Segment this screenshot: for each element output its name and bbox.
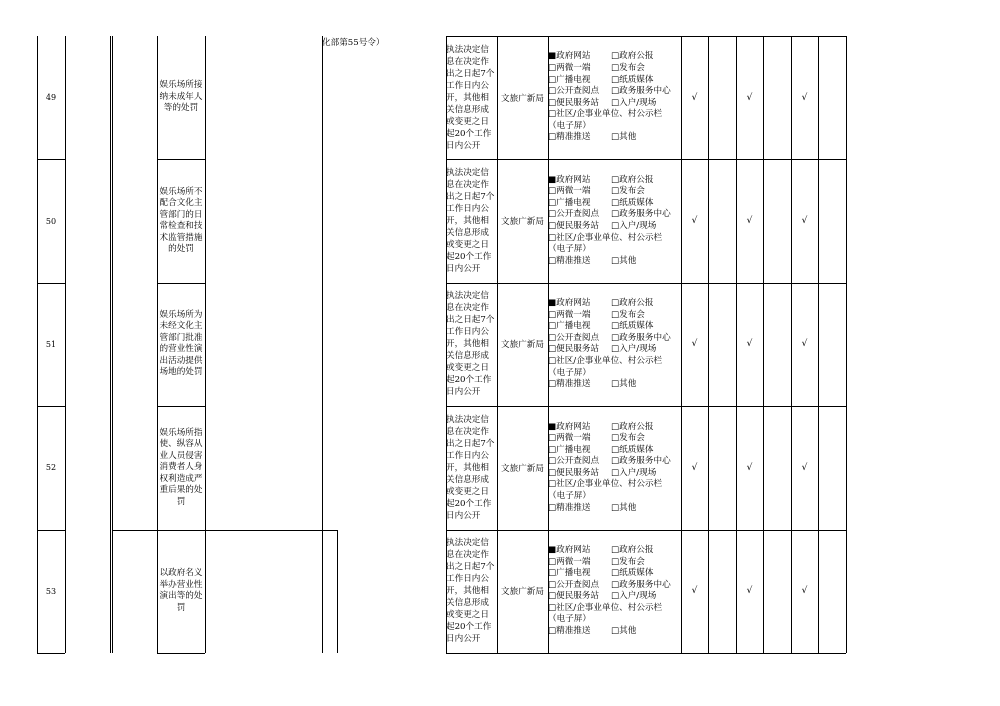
- channel-line: [548, 379, 681, 391]
- channel-option: □精准推送: [548, 132, 591, 143]
- channels-cell: [548, 283, 681, 406]
- channel-option: □纸质媒体: [611, 568, 654, 579]
- channel-option: □精准推送: [548, 626, 591, 637]
- channel-option: □发布会: [611, 433, 645, 444]
- subject-cell: [157, 406, 205, 529]
- channel-option: □两微一端: [548, 433, 591, 444]
- channel-option: □政府公报: [611, 544, 654, 555]
- disclosure-time-limit: 执法决定信息在决定作出之日起7个工作日内公开，其他相关信息形成或变更之日起20个工作日内公开: [446, 168, 495, 275]
- channel-option: （电子屏）: [548, 491, 591, 502]
- channel-option: （电子屏）: [548, 367, 591, 378]
- disclosure-channels: [548, 422, 681, 515]
- department: 文旅广新局: [501, 587, 544, 598]
- channel-line: [548, 321, 681, 333]
- channels-cell: [548, 36, 681, 159]
- channel-option: ■政府网站: [548, 421, 591, 432]
- disclosure-channels: [548, 51, 681, 144]
- channel-line: [548, 298, 681, 310]
- channel-option: □其他: [611, 379, 637, 390]
- disclosure-channels: [548, 175, 681, 268]
- channel-option: □纸质媒体: [611, 444, 654, 455]
- row-border: [37, 653, 65, 654]
- channel-line: [548, 545, 681, 557]
- column-border: [708, 36, 709, 653]
- channel-option: □社区/企事业单位、村公示栏: [548, 232, 663, 243]
- channel-line: [548, 433, 681, 445]
- column-border: [65, 36, 66, 653]
- row-border: [446, 653, 846, 654]
- column-border: [322, 36, 323, 653]
- channel-option: （电子屏）: [548, 614, 591, 625]
- channel-line: [548, 310, 681, 322]
- row-number: 52: [45, 463, 57, 473]
- channel-option: □广播电视: [548, 74, 591, 85]
- row-number: 51: [45, 339, 57, 349]
- channel-option: □纸质媒体: [611, 74, 654, 85]
- channel-option: □两微一端: [548, 62, 591, 73]
- time-limit-cell: [446, 283, 497, 406]
- channel-line: [548, 614, 681, 626]
- check-mark: √: [746, 92, 753, 103]
- channel-option: □两微一端: [548, 186, 591, 197]
- penalty-subject: 娱乐场所为未经文化主管部门批准的营业性演出活动提供场地的处罚: [159, 309, 203, 378]
- channel-line: [548, 368, 681, 380]
- channel-option: □广播电视: [548, 197, 591, 208]
- penalty-subject: 娱乐场所不配合文化主管部门的日常检查和技术监管措施的处罚: [159, 186, 203, 255]
- check-mark: √: [691, 462, 698, 473]
- column-border: [846, 36, 847, 653]
- law-reference-fragment: 化部第55号令）: [322, 38, 385, 48]
- channel-option: □公开查阅点: [548, 86, 600, 97]
- channel-option: □公开查阅点: [548, 579, 600, 590]
- channel-option: □广播电视: [548, 568, 591, 579]
- channel-line: [548, 63, 681, 75]
- row-number: 50: [45, 216, 57, 226]
- channel-line: [548, 503, 681, 515]
- check-mark: √: [746, 216, 753, 227]
- disclosure-time-limit: 执法决定信息在决定作出之日起7个工作日内公开，其他相关信息形成或变更之日起20个工作日内公开: [446, 538, 495, 645]
- channel-line: [548, 186, 681, 198]
- channel-option: □政府公报: [611, 298, 654, 309]
- column-border: [337, 530, 338, 653]
- channel-option: □两微一端: [548, 309, 591, 320]
- channel-option: □社区/企事业单位、村公示栏: [548, 479, 663, 490]
- subject-cell: [157, 159, 205, 282]
- disclosure-time-limit: 执法决定信息在决定作出之日起7个工作日内公开，其他相关信息形成或变更之日起20个工作日内公开: [446, 414, 495, 521]
- channel-line: [548, 86, 681, 98]
- channel-option: □纸质媒体: [611, 197, 654, 208]
- channel-line: [548, 591, 681, 603]
- channel-line: [548, 333, 681, 345]
- time-limit-cell: [446, 530, 497, 653]
- channel-line: [548, 132, 681, 144]
- channel-line: [548, 479, 681, 491]
- channel-option: □纸质媒体: [611, 321, 654, 332]
- row-border: [112, 530, 337, 531]
- channel-option: □便民服务站: [548, 97, 600, 108]
- channel-line: [548, 244, 681, 256]
- channel-line: [548, 580, 681, 592]
- channel-option: □发布会: [611, 556, 645, 567]
- channel-option: □入户/现场: [611, 221, 657, 232]
- channel-option: （电子屏）: [548, 120, 591, 131]
- channel-option: □公开查阅点: [548, 209, 600, 220]
- channel-line: [548, 75, 681, 87]
- column-border: [818, 36, 819, 653]
- channel-option: □其他: [611, 502, 637, 513]
- channel-line: [548, 344, 681, 356]
- penalty-subject: 以政府名义举办营业性演出等的处罚: [159, 568, 203, 613]
- channel-option: □便民服务站: [548, 221, 600, 232]
- subject-cell: [157, 530, 205, 653]
- time-limit-cell: [446, 36, 497, 159]
- channel-option: □公开查阅点: [548, 332, 600, 343]
- check-mark: √: [801, 586, 808, 597]
- channel-option: □入户/现场: [611, 97, 657, 108]
- channels-cell: [548, 530, 681, 653]
- disclosure-time-limit: 执法决定信息在决定作出之日起7个工作日内公开，其他相关信息形成或变更之日起20个工作日内公开: [446, 44, 495, 151]
- check-mark: √: [746, 462, 753, 473]
- channel-option: □社区/企事业单位、村公示栏: [548, 109, 663, 120]
- channel-option: □社区/企事业单位、村公示栏: [548, 356, 663, 367]
- channel-option: □发布会: [611, 186, 645, 197]
- check-mark: √: [746, 586, 753, 597]
- disclosure-channels: [548, 545, 681, 638]
- channel-option: □政府公报: [611, 421, 654, 432]
- channel-line: [548, 198, 681, 210]
- channel-line: [548, 626, 681, 638]
- department: 文旅广新局: [501, 217, 544, 228]
- channel-line: [548, 221, 681, 233]
- row-number: 49: [45, 93, 57, 103]
- penalty-subject: 娱乐场所接纳未成年人等的处罚: [159, 80, 203, 114]
- disclosure-channels: [548, 298, 681, 391]
- channel-option: ■政府网站: [548, 174, 591, 185]
- channel-option: □其他: [611, 255, 637, 266]
- subject-cell: [157, 283, 205, 406]
- channel-option: □发布会: [611, 309, 645, 320]
- channel-option: □政务服务中心: [611, 209, 671, 220]
- channel-option: □便民服务站: [548, 591, 600, 602]
- channel-line: [548, 256, 681, 268]
- channel-line: [548, 445, 681, 457]
- channel-option: □精准推送: [548, 255, 591, 266]
- check-mark: √: [691, 92, 698, 103]
- channel-option: □公开查阅点: [548, 456, 600, 467]
- channel-option: （电子屏）: [548, 244, 591, 255]
- channel-option: ■政府网站: [548, 298, 591, 309]
- disclosure-time-limit: 执法决定信息在决定作出之日起7个工作日内公开，其他相关信息形成或变更之日起20个工作日内公开: [446, 291, 495, 398]
- channel-option: □入户/现场: [611, 467, 657, 478]
- department: 文旅广新局: [501, 340, 544, 351]
- channel-line: [548, 121, 681, 133]
- channel-line: [548, 568, 681, 580]
- channel-option: □政务服务中心: [611, 456, 671, 467]
- channel-line: [548, 422, 681, 434]
- column-border: [205, 36, 206, 653]
- channel-line: [548, 491, 681, 503]
- column-border: [763, 36, 764, 653]
- channel-line: [548, 468, 681, 480]
- penalty-subject: 娱乐场所指使、纵容从业人员侵害消费者人身权利造成严重后果的处罚: [159, 427, 203, 507]
- check-mark: √: [801, 339, 808, 350]
- channel-option: ■政府网站: [548, 51, 591, 62]
- channel-option: ■政府网站: [548, 544, 591, 555]
- channel-option: □发布会: [611, 62, 645, 73]
- time-limit-cell: [446, 406, 497, 529]
- channel-option: □政务服务中心: [611, 86, 671, 97]
- channel-option: □便民服务站: [548, 467, 600, 478]
- channel-line: [548, 98, 681, 110]
- channels-cell: [548, 406, 681, 529]
- department: 文旅广新局: [501, 463, 544, 474]
- check-mark: √: [801, 216, 808, 227]
- column-border: [110, 36, 111, 653]
- channel-option: □其他: [611, 626, 637, 637]
- channel-line: [548, 456, 681, 468]
- channel-line: [548, 356, 681, 368]
- check-mark: √: [801, 462, 808, 473]
- channel-option: □其他: [611, 132, 637, 143]
- channel-line: [548, 603, 681, 615]
- channel-line: [548, 557, 681, 569]
- check-mark: √: [691, 586, 698, 597]
- row-border: [157, 653, 205, 654]
- channel-option: □政府公报: [611, 51, 654, 62]
- channel-line: [548, 233, 681, 245]
- channel-option: □政务服务中心: [611, 332, 671, 343]
- channel-option: □精准推送: [548, 379, 591, 390]
- channel-option: □精准推送: [548, 502, 591, 513]
- channel-line: [548, 175, 681, 187]
- channel-option: □便民服务站: [548, 344, 600, 355]
- subject-cell: [157, 36, 205, 159]
- time-limit-cell: [446, 159, 497, 282]
- channel-option: □广播电视: [548, 321, 591, 332]
- channel-option: □政务服务中心: [611, 579, 671, 590]
- channels-cell: [548, 159, 681, 282]
- department: 文旅广新局: [501, 93, 544, 104]
- channel-option: □两微一端: [548, 556, 591, 567]
- check-mark: √: [691, 216, 698, 227]
- channel-option: □入户/现场: [611, 344, 657, 355]
- channel-line: [548, 109, 681, 121]
- row-number: 53: [45, 586, 57, 596]
- column-border: [112, 36, 113, 653]
- channel-line: [548, 51, 681, 63]
- channel-option: □广播电视: [548, 444, 591, 455]
- channel-option: □入户/现场: [611, 591, 657, 602]
- check-mark: √: [746, 339, 753, 350]
- channel-option: □政府公报: [611, 174, 654, 185]
- channel-line: [548, 209, 681, 221]
- check-mark: √: [691, 339, 698, 350]
- channel-option: □社区/企事业单位、村公示栏: [548, 602, 663, 613]
- check-mark: √: [801, 92, 808, 103]
